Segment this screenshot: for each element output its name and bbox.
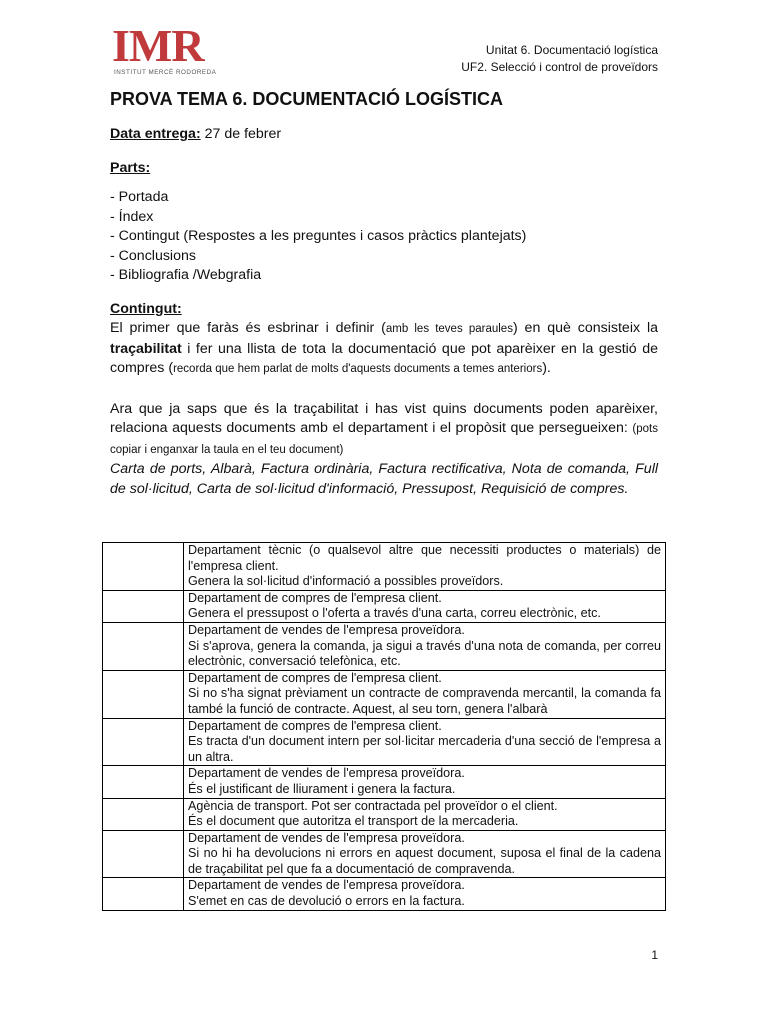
table-row — [103, 543, 666, 591]
text-run-small: (pots copiar i enganxar la taula en el teu document) — [110, 423, 658, 456]
paragraph-relate-documents — [110, 400, 658, 461]
delivery-label: Data entrega: — [110, 126, 201, 142]
answer-cell[interactable] — [103, 830, 184, 878]
parts-label: Parts: — [110, 159, 151, 176]
text-run-small: recorda que hem parlat de molts d'aquests documents a temes anteriors — [173, 363, 543, 375]
contingut-label: Contingut: — [110, 300, 182, 317]
purpose-text: Genera el pressupost o l'oferta a través d'una carta, correu electrònic, etc. — [188, 606, 601, 621]
description-cell — [184, 766, 666, 798]
text-run: i fer una llista de tota la documentació que pot aparèixer en la gestió de compres ( — [110, 340, 658, 376]
table-row — [103, 590, 666, 622]
table-row — [103, 718, 666, 766]
department-text: Agència de transport. Pot ser contractada pel proveïdor o el client. — [188, 798, 558, 813]
purpose-text: És el justificant de lliurament i genera la factura. — [188, 781, 456, 796]
page-title: PROVA TEMA 6. DOCUMENTACIÓ LOGÍSTICA — [110, 89, 504, 109]
table-row — [103, 670, 666, 718]
page-number: 1 — [651, 948, 658, 962]
purpose-text: Si s'aprova, genera la comanda, ja sigui a través d'una nota de comanda, per correu electrònic, conversació telefònica, etc. — [188, 638, 661, 669]
answer-cell[interactable] — [103, 622, 184, 670]
paragraph-traceability — [110, 319, 658, 380]
description-cell — [184, 718, 666, 766]
table-row — [103, 830, 666, 878]
answer-cell[interactable] — [103, 718, 184, 766]
delivery-line — [110, 125, 658, 145]
text-run: Ara que ja saps que és la traçabilitat i has vist quins documents poden aparèixer, relaciona aquests documents amb el departament i el propòsit que persegueixen: — [110, 400, 658, 436]
text-run: ) en què consisteix la — [512, 320, 658, 336]
document-body — [110, 125, 658, 499]
answer-cell[interactable] — [103, 543, 184, 591]
contingut-heading — [110, 300, 658, 320]
description-cell — [184, 878, 666, 910]
table-row — [103, 798, 666, 830]
department-text: Departament tècnic (o qualsevol altre que necessiti productes o materials) de l'empresa client. — [188, 543, 661, 573]
answer-cell[interactable] — [103, 798, 184, 830]
purpose-text: Si no hi ha devolucions ni errors en aquest document, suposa el final de la cadena de traçabilitat pel que fa a documentació de compravenda. — [188, 846, 661, 876]
parts-heading — [110, 159, 658, 179]
department-text: Departament de compres de l'empresa client. — [188, 670, 442, 685]
department-text: Departament de vendes de l'empresa proveïdora. — [188, 878, 465, 893]
description-cell — [184, 590, 666, 622]
parts-list — [110, 188, 658, 286]
text-run: El primer que faràs és esbrinar i definir ( — [110, 320, 386, 336]
list-item: - Conclusions — [110, 247, 196, 264]
purpose-text: Es tracta d'un document intern per sol·licitar mercaderia d'una secció de l'empresa a un altra. — [188, 734, 661, 764]
department-text: Departament de vendes de l'empresa proveïdora. — [188, 830, 465, 845]
department-text: Departament de vendes de l'empresa proveïdora. — [188, 622, 465, 637]
table-row — [103, 622, 666, 670]
list-item: - Índex — [110, 208, 154, 225]
purpose-text: Si no s'ha signat prèviament un contracte de compravenda mercantil, la comanda fa també la funció de contracte. Aquest, al seu torn, genera l'albarà — [188, 686, 661, 716]
purpose-text: S'emet en cas de devolució o errors en la factura. — [188, 894, 465, 909]
documents-table — [102, 542, 666, 911]
list-item: - Contingut (Respostes a les preguntes i casos pràctics plantejats) — [110, 228, 527, 244]
document-header — [461, 42, 658, 76]
table-row — [103, 766, 666, 798]
department-text: Departament de compres de l'empresa client. — [188, 718, 442, 733]
description-cell — [184, 830, 666, 878]
description-cell — [184, 622, 666, 670]
department-text: Departament de compres de l'empresa client. — [188, 590, 442, 605]
header-unit: Unitat 6. Documentació logística — [485, 43, 658, 57]
answer-cell[interactable] — [103, 878, 184, 910]
answer-cell[interactable] — [103, 670, 184, 718]
documents-list: Carta de ports, Albarà, Factura ordinària, Factura rectificativa, Nota de comanda, Full de sol·licitud, Carta de sol·licitud d'informació, Pressupost, Requisició de compres. — [110, 461, 658, 497]
purpose-text: Genera la sol·licitud d'informació a possibles proveïdors. — [188, 574, 504, 589]
delivery-date: 27 de febrer — [204, 126, 282, 142]
text-run-bold: traçabilitat — [110, 340, 182, 357]
department-text: Departament de vendes de l'empresa proveïdora. — [188, 766, 465, 781]
list-item: - Bibliografia /Webgrafia — [110, 267, 262, 283]
description-cell — [184, 670, 666, 718]
description-cell — [184, 543, 666, 591]
table-row — [103, 878, 666, 910]
school-logo — [112, 20, 217, 78]
description-cell — [184, 798, 666, 830]
header-module: UF2. Selecció i control de proveïdors — [461, 60, 658, 74]
answer-cell[interactable] — [103, 590, 184, 622]
text-run-small: amb les teves paraules — [385, 323, 513, 335]
text-run: ). — [542, 360, 551, 376]
answer-cell[interactable] — [103, 766, 184, 798]
logo-subtitle: INSTITUT MERCÈ RODOREDA — [114, 69, 217, 76]
list-item: - Portada — [110, 189, 169, 205]
logo-letters: IMR — [112, 20, 204, 71]
purpose-text: És el document que autoritza el transport de la mercaderia. — [188, 814, 519, 829]
